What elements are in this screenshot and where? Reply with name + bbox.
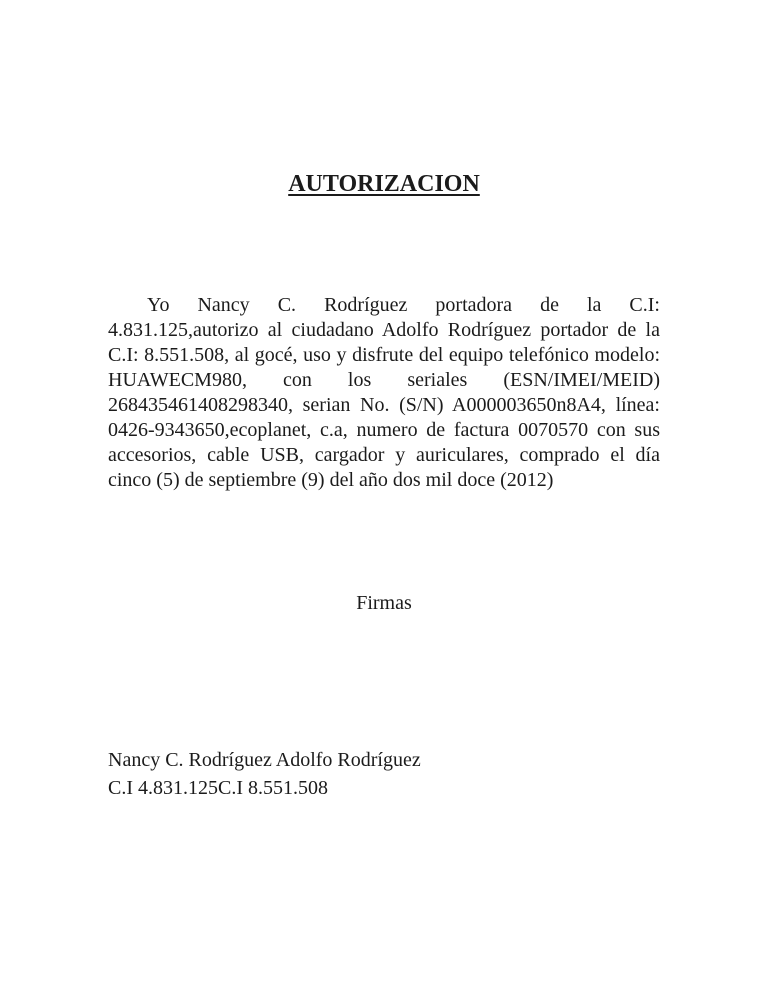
paragraph-line: cinco (5) de septiembre (9) del año dos mil doce (2012) [108, 469, 554, 491]
signatory-ids: C.I 4.831.125C.I 8.551.508 [108, 777, 328, 799]
signatory-names: Nancy C. Rodríguez Adolfo Rodríguez [108, 749, 421, 771]
authorization-paragraph [108, 293, 660, 493]
paragraph-line: 4.831.125,autorizo al ciudadano Adolfo Rodríguez portador de la [108, 319, 660, 341]
paragraph-line: C.I: 8.551.508, al gocé, uso y disfrute del equipo telefónico modelo: [108, 344, 660, 366]
signatories-block [108, 746, 660, 802]
paragraph-line: accesorios, cable USB, cargador y auriculares, comprado el día [108, 444, 660, 466]
document-title [108, 170, 660, 198]
paragraph-line: 268435461408298340, serian No. (S/N) A000003650n8A4, línea: [108, 394, 660, 416]
paragraph-line: HUAWECM980, con los seriales (ESN/IMEI/MEID) [108, 369, 660, 391]
document-title-text: AUTORIZACION [288, 171, 480, 197]
signature-section-label: Firmas [356, 592, 412, 614]
paragraph-line: Yo Nancy C. Rodríguez portadora de la C.I: [147, 294, 660, 316]
paragraph-line: 0426-9343650,ecoplanet, c.a, numero de factura 0070570 con sus [108, 419, 660, 441]
